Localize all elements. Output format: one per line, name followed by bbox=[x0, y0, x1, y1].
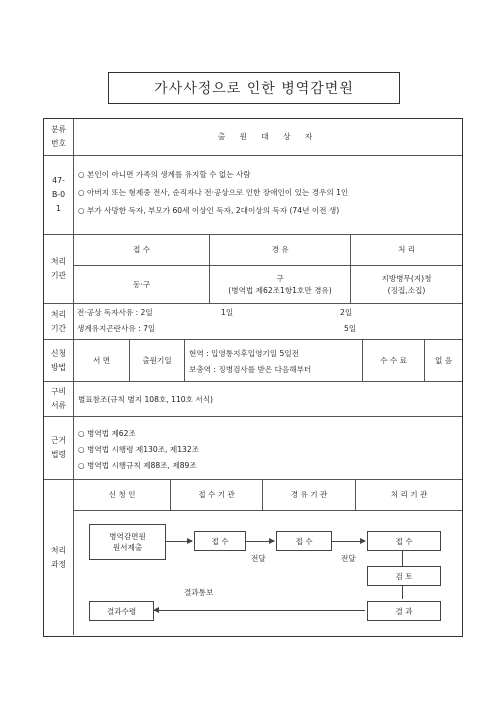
law-item-3: ○ 병역법 시행규칙 제88조, 제89조 bbox=[78, 461, 197, 470]
applicant-header: 출 원 대 상 자 bbox=[217, 132, 319, 141]
fee-value: 없 음 bbox=[434, 355, 453, 365]
arrow-right bbox=[246, 541, 274, 542]
agency-via-value: 구 (병역법 제62조1항1호만 경유) bbox=[228, 273, 332, 295]
deadline-reserve: 보충역 : 징병검사를 받은 다음해부터 bbox=[189, 365, 312, 374]
label-classification bbox=[44, 119, 74, 155]
agency-label-text: 처리 기관 bbox=[50, 257, 67, 280]
divider bbox=[44, 381, 462, 382]
divider bbox=[74, 510, 462, 511]
process-header-receiver: 접 수 기 관 bbox=[198, 490, 235, 499]
period-line1-right: 2일 bbox=[340, 308, 353, 317]
process-label-text: 처리 과정 bbox=[50, 545, 67, 569]
label-docs bbox=[44, 382, 74, 416]
review-box: 검 토 bbox=[367, 566, 441, 586]
receive-result-box: 결과수령 bbox=[89, 601, 154, 621]
label-apply bbox=[44, 340, 74, 381]
divider bbox=[184, 340, 185, 381]
result-box: 결 과 bbox=[367, 601, 441, 621]
docs-label-text: 구비 서류 bbox=[50, 387, 67, 410]
label-code bbox=[44, 156, 74, 234]
deadline-label: 출원기일 bbox=[142, 355, 172, 365]
agency-process-value: 지방병무(지)청 (징집,소집) bbox=[381, 273, 432, 295]
divider bbox=[44, 303, 462, 304]
notice-label: 결과통보 bbox=[184, 588, 214, 597]
arrow-right bbox=[332, 541, 365, 542]
period-label-text: 처리 기간 bbox=[50, 309, 67, 333]
divider bbox=[44, 416, 462, 417]
receive-box-1: 접 수 bbox=[194, 531, 246, 551]
divider bbox=[170, 480, 171, 510]
connector bbox=[402, 585, 403, 599]
relay-label-2: 전달 bbox=[341, 554, 356, 563]
page-title bbox=[108, 72, 400, 104]
deadline-active: 현역 : 입영통지후입영기일 5일전 bbox=[189, 349, 299, 358]
period-line1-left: 전·공상 독자사유 : 2일 bbox=[77, 308, 153, 317]
agency-header-via: 경 유 bbox=[271, 245, 289, 254]
classification-label-text: 분류 번호 bbox=[50, 125, 67, 148]
divider bbox=[262, 480, 263, 510]
target-item-2: ○ 아버지 또는 형제중 전사, 순직자나 전·공상으로 인한 장애인이 있는 경우의 1인 bbox=[78, 188, 349, 197]
label-period bbox=[44, 304, 74, 339]
connector bbox=[402, 550, 403, 566]
law-item-1: ○ 병역법 제62조 bbox=[78, 429, 136, 438]
agency-header-process: 처 리 bbox=[397, 245, 416, 254]
law-label-text: 근거 법령 bbox=[50, 436, 67, 459]
divider bbox=[44, 155, 462, 156]
divider bbox=[355, 480, 356, 510]
arrow-left bbox=[154, 610, 365, 611]
arrow-right bbox=[166, 541, 192, 542]
fee-label: 수 수 료 bbox=[380, 355, 407, 365]
agency-receive-value: 동·구 bbox=[132, 279, 151, 289]
process-header-applicant: 신 청 인 bbox=[108, 490, 136, 499]
process-header-processor: 처 리 기 관 bbox=[390, 490, 428, 499]
target-item-3: ○ 부가 사망한 독자, 부모가 60세 이상인 독자, 2대이상의 독자 (74년 이전 생) bbox=[78, 206, 340, 215]
form-table bbox=[43, 118, 463, 637]
relay-label-1: 전달 bbox=[251, 554, 266, 563]
apply-label-text: 신청 방법 bbox=[50, 348, 67, 372]
apply-method: 서 면 bbox=[92, 355, 111, 365]
docs-value: 별표참조(규칙 별지 108호, 110호 서식) bbox=[78, 395, 214, 404]
agency-header-receive: 접 수 bbox=[132, 245, 151, 254]
label-process bbox=[44, 480, 74, 635]
submit-box: 병역감면원 원서제출 bbox=[89, 524, 166, 560]
title-text: 가사사정으로 인한 병역감면원 bbox=[154, 81, 354, 97]
period-line2-right: 5일 bbox=[344, 324, 357, 333]
code-text: 47- B-0 1 bbox=[51, 176, 66, 213]
label-law bbox=[44, 417, 74, 479]
label-agency bbox=[44, 235, 74, 303]
receive-box-2: 접 수 bbox=[276, 531, 332, 551]
target-item-1: ○ 본인이 아니면 가족의 생계를 유지할 수 없는 사람 bbox=[78, 170, 251, 179]
period-line2-left: 생계유지곤란사유 : 7일 bbox=[77, 324, 156, 333]
process-header-via: 경 유 기 관 bbox=[290, 490, 328, 499]
divider bbox=[209, 235, 210, 303]
period-line1-mid: 1일 bbox=[221, 308, 234, 317]
divider bbox=[350, 235, 351, 303]
receive-box-3: 접 수 bbox=[367, 531, 441, 551]
law-item-2: ○ 병역법 시행령 제130조, 제132조 bbox=[78, 445, 200, 454]
